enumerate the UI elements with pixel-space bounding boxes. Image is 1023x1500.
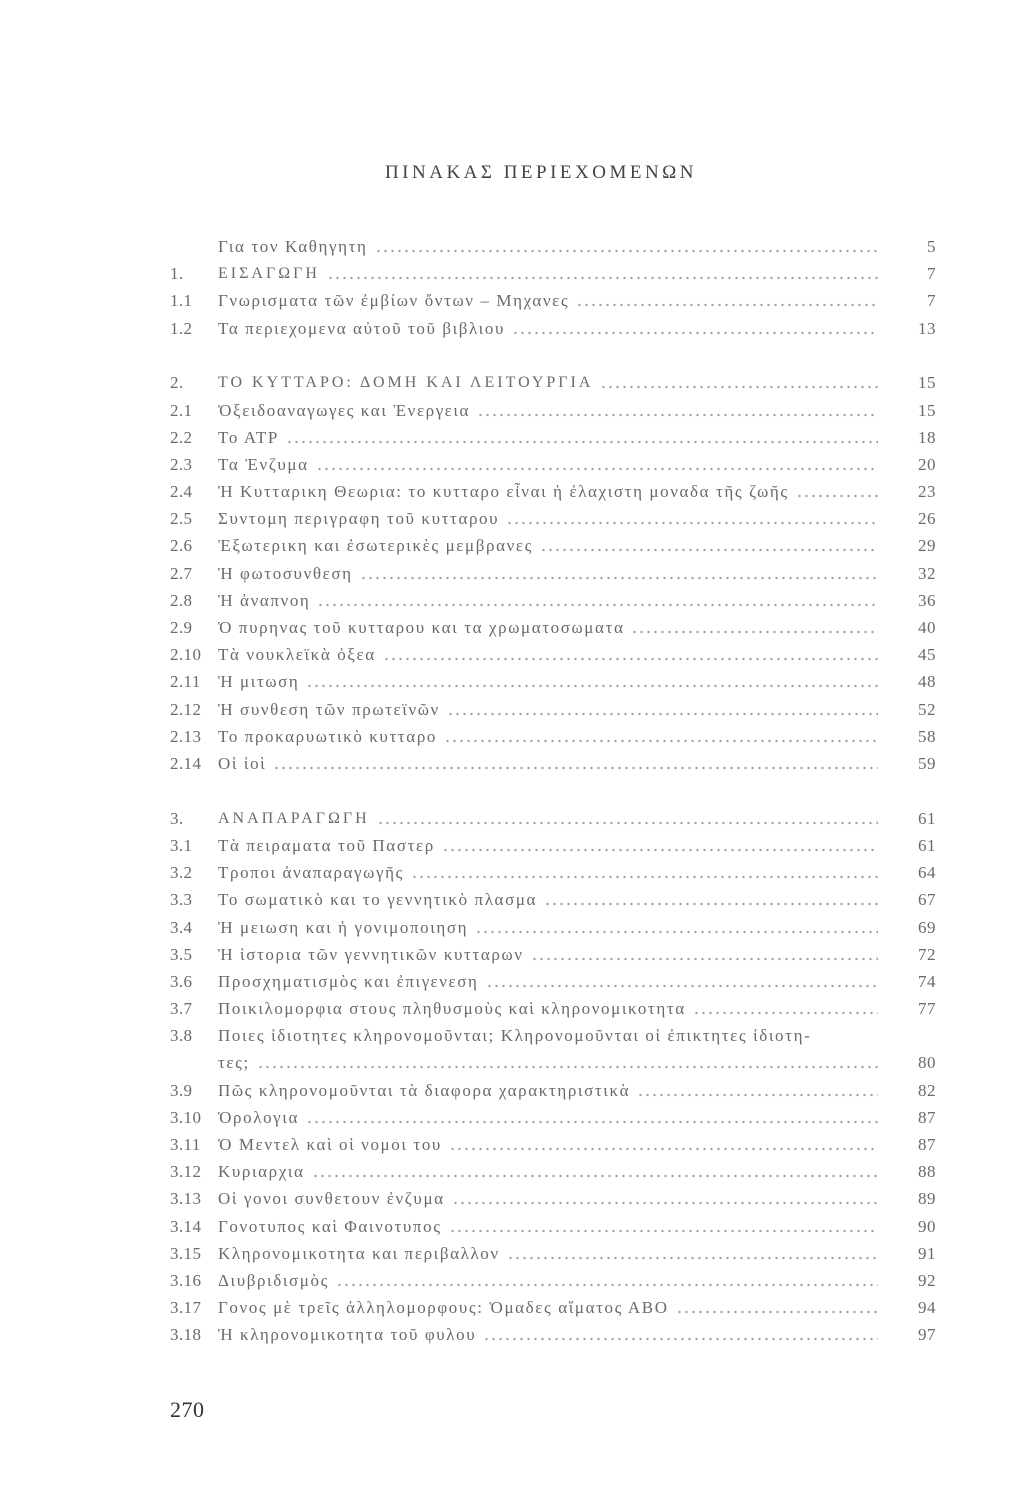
- toc-entry: [170, 1158, 936, 1185]
- entry-page: 88: [918, 1162, 936, 1182]
- dot-leader: [306, 668, 878, 695]
- entry-title: Γονοτυπος καὶ Φαινοτυπος: [218, 1216, 442, 1236]
- toc-entry: [170, 696, 936, 723]
- toc-section: [170, 369, 936, 777]
- entry-title: Ποικιλομορφια στους πληθυσμοὺς καὶ κληρονομικοτητα: [218, 999, 686, 1019]
- toc-entry: [170, 641, 936, 668]
- entry-title: Ὁρολογια: [218, 1107, 299, 1127]
- entry-number: 3.17: [170, 1298, 202, 1318]
- entry-number: 2.12: [170, 699, 202, 719]
- entry-title: Ἡ μειωση και ἡ γονιμοποιηση: [218, 917, 469, 937]
- dot-leader: [544, 886, 878, 913]
- page-number: 270: [170, 1397, 205, 1422]
- dot-leader: [506, 505, 878, 532]
- entry-title: ΕΙΣΑΓΩΓΗ: [218, 265, 320, 283]
- toc-entry: [170, 995, 936, 1022]
- dot-leader: [449, 1131, 878, 1158]
- entry-number: 2.3: [170, 454, 193, 474]
- toc-entry: [170, 886, 936, 913]
- entry-title: Γνωρισματα τῶν ἐμβίων ὄντων – Μηχανες: [218, 291, 570, 311]
- entry-number: 2.1: [170, 400, 193, 420]
- toc: [170, 233, 936, 1349]
- entry-page: 69: [918, 917, 936, 937]
- toc-entry: [170, 287, 936, 314]
- toc-entry: [170, 1131, 936, 1158]
- entry-title: Ἐξωτερικη και ἐσωτερικὲς μεμβρανες: [218, 536, 533, 556]
- dot-leader: [316, 451, 878, 478]
- dot-leader: [676, 1294, 878, 1321]
- toc-entry-continuation: [170, 1049, 936, 1076]
- entry-title: Τα Ἐνζυμα: [218, 454, 309, 474]
- entry-title: Οἱ ἰοὶ: [218, 753, 267, 773]
- dot-leader: [411, 859, 878, 886]
- entry-number: 3.2: [170, 863, 193, 883]
- dot-leader: [477, 397, 878, 424]
- entry-page: 59: [918, 753, 936, 773]
- entry-number: 3.15: [170, 1243, 202, 1263]
- entry-page: 74: [918, 971, 936, 991]
- entry-number: 3.8: [170, 1026, 193, 1046]
- entry-number: 2.6: [170, 536, 193, 556]
- dot-leader: [383, 641, 878, 668]
- dot-leader: [327, 260, 878, 287]
- toc-entry: [170, 941, 936, 968]
- entry-page: 90: [918, 1216, 936, 1236]
- entry-number: 3.3: [170, 890, 193, 910]
- entry-number: 2.2: [170, 427, 193, 447]
- entry-page: 29: [918, 536, 936, 556]
- entry-number: 2.10: [170, 645, 202, 665]
- toc-entry: [170, 1022, 936, 1049]
- dot-leader: [452, 1185, 878, 1212]
- entry-page: 92: [918, 1270, 936, 1290]
- dot-leader: [796, 478, 878, 505]
- entry-page: 7: [927, 291, 936, 311]
- toc-entry: [170, 505, 936, 532]
- entry-page: 23: [918, 482, 936, 502]
- entry-title: Οἱ γονοι συνθετουν ἐνζυμα: [218, 1189, 445, 1209]
- entry-page: 48: [918, 672, 936, 692]
- dot-leader: [531, 941, 878, 968]
- entry-title: Συντομη περιγραφη τοῦ κυτταρου: [218, 509, 500, 529]
- toc-entry: [170, 832, 936, 859]
- entry-number: 3.: [170, 808, 184, 828]
- entry-number: 1.2: [170, 318, 193, 338]
- entry-page: 61: [918, 835, 936, 855]
- entry-number: 2.13: [170, 726, 202, 746]
- toc-entry: [170, 1321, 936, 1348]
- entry-page: 82: [918, 1080, 936, 1100]
- dot-leader: [360, 560, 878, 587]
- toc-entry: [170, 1077, 936, 1104]
- dot-leader: [512, 315, 878, 342]
- entry-title: Ὀξειδοαναγωγες και Ἐνεργεια: [218, 400, 471, 420]
- entry-number: 3.1: [170, 835, 193, 855]
- entry-number: 3.18: [170, 1325, 202, 1345]
- toc-entry: [170, 914, 936, 941]
- entry-number: [170, 233, 218, 260]
- entry-page: 52: [918, 699, 936, 719]
- page-title: ΠΙΝΑΚΑΣ ΠΕΡΙΕΧΟΜΕΝΩΝ: [384, 162, 698, 183]
- toc-entry: [170, 750, 936, 777]
- dot-leader: [486, 968, 878, 995]
- entry-number: 3.14: [170, 1216, 202, 1236]
- entry-page: 80: [918, 1053, 936, 1073]
- entry-title: Διυβριδισμὸς: [218, 1270, 329, 1290]
- toc-section: [170, 805, 936, 1349]
- toc-entry: [170, 560, 936, 587]
- dot-leader: [257, 1049, 878, 1076]
- entry-number: 2.8: [170, 590, 193, 610]
- entry-title: Ἡ φωτοσυνθεση: [218, 563, 353, 583]
- entry-number: 3.7: [170, 999, 193, 1019]
- entry-title-continuation: τες;: [218, 1053, 250, 1073]
- dot-leader: [442, 832, 878, 859]
- entry-title: Ἡ ἀναπνοη: [218, 590, 311, 610]
- dot-leader: [507, 1240, 878, 1267]
- entry-title: Γονος μὲ τρεῖς ἀλληλομορφους: Ὁμαδες αἵματος ΑΒΟ: [218, 1298, 669, 1318]
- entry-title: ΤΟ ΚΥΤΤΑΡΟ: ΔΟΜΗ ΚΑΙ ΛΕΙΤΟΥΡΓΙΑ: [218, 374, 594, 392]
- entry-title: Κυριαρχια: [218, 1162, 305, 1182]
- toc-entry: [170, 859, 936, 886]
- entry-title: Ἡ κληρονομικοτητα τοῦ φυλου: [218, 1325, 477, 1345]
- entry-number: 3.5: [170, 944, 193, 964]
- entry-page: 77: [918, 999, 936, 1019]
- entry-number: 3.13: [170, 1189, 202, 1209]
- entry-page: 61: [918, 808, 936, 828]
- toc-entry: [170, 233, 936, 260]
- entry-number: 2.5: [170, 509, 193, 529]
- entry-title: Τὰ πειραματα τοῦ Παστερ: [218, 835, 435, 855]
- entry-number: 2.4: [170, 482, 193, 502]
- entry-number: 1.1: [170, 291, 193, 311]
- entry-title: Για τον Καθηγητη: [218, 237, 368, 256]
- entry-page: 91: [918, 1243, 936, 1263]
- toc-entry: [170, 614, 936, 641]
- entry-number: 3.10: [170, 1107, 202, 1127]
- entry-title: Τα περιεχομενα αὐτοῦ τοῦ βιβλιου: [218, 318, 505, 338]
- entry-title: Ὁ πυρηνας τοῦ κυτταρου και τα χρωματοσωματα: [218, 618, 625, 638]
- entry-title: Ἡ Κυτταρικη Θεωρια: το κυτταρο εἶναι ἡ ἐλαχιστη μοναδα τῆς ζωῆς: [218, 482, 789, 502]
- entry-title: Ἡ μιτωση: [218, 672, 300, 692]
- toc-entry: [170, 424, 936, 451]
- toc-entry: [170, 723, 936, 750]
- toc-entry: [170, 668, 936, 695]
- dot-leader: [317, 587, 878, 614]
- entry-page: 7: [927, 264, 936, 284]
- entry-number: 2.: [170, 373, 184, 393]
- toc-entry: [170, 532, 936, 559]
- dot-leader: [576, 287, 878, 314]
- toc-entry: [170, 1240, 936, 1267]
- toc-entry: [170, 1185, 936, 1212]
- entry-title: Ποιες ἰδιοτητες κληρονομοῦνται; Κληρονομοῦνται οἱ ἐπικτητες ἰδιοτη-: [218, 1026, 812, 1046]
- entry-number: 3.11: [170, 1135, 201, 1154]
- entry-page: 87: [918, 1107, 936, 1127]
- entry-title: Ὁ Μεντελ καὶ οἱ νομοι του: [218, 1135, 442, 1154]
- entry-page: 18: [918, 427, 936, 447]
- dot-leader: [312, 1158, 878, 1185]
- toc-section: [170, 233, 936, 342]
- entry-page: 20: [918, 454, 936, 474]
- entry-page: 36: [918, 590, 936, 610]
- entry-page: 32: [918, 563, 936, 583]
- entry-title: Πῶς κληρονομοῦνται τὰ διαφορα χαρακτηριστικὰ: [218, 1080, 631, 1100]
- toc-entry: [170, 451, 936, 478]
- toc-entry: [170, 968, 936, 995]
- dot-leader: [444, 723, 878, 750]
- entry-title: Προσχηματισμὸς και ἐπιγενεση: [218, 971, 479, 991]
- entry-number: 2.9: [170, 618, 193, 638]
- entry-page: 13: [918, 318, 936, 338]
- dot-leader: [286, 424, 878, 451]
- entry-title: Κληρονομικοτητα και περιβαλλον: [218, 1243, 500, 1263]
- toc-entry: [170, 369, 936, 396]
- dot-leader: [631, 614, 878, 641]
- toc-entry: [170, 315, 936, 342]
- dot-leader: [306, 1104, 878, 1131]
- entry-page: 72: [918, 944, 936, 964]
- entry-number: 3.16: [170, 1270, 202, 1290]
- entry-page: 26: [918, 509, 936, 529]
- entry-number: 3.4: [170, 917, 193, 937]
- entry-number: 3.6: [170, 971, 193, 991]
- entry-page: 15: [918, 373, 936, 393]
- toc-entry: [170, 1104, 936, 1131]
- entry-title: Ἡ ἱστορια τῶν γεννητικῶν κυτταρων: [218, 944, 524, 964]
- dot-leader: [483, 1321, 878, 1348]
- toc-entry: [170, 587, 936, 614]
- toc-entry: [170, 478, 936, 505]
- dot-leader: [447, 696, 878, 723]
- entry-page: 40: [918, 618, 936, 638]
- entry-number: 1.: [170, 264, 184, 284]
- entry-number: 2.7: [170, 563, 193, 583]
- entry-page: 67: [918, 890, 936, 910]
- entry-number: 3.9: [170, 1080, 193, 1100]
- entry-page: 94: [918, 1298, 936, 1318]
- entry-title: Το ΑΤΡ: [218, 427, 279, 447]
- dot-leader: [273, 750, 878, 777]
- entry-page: 87: [918, 1135, 936, 1154]
- entry-page: 5: [927, 237, 936, 256]
- entry-number: 3.12: [170, 1162, 202, 1182]
- entry-page: 58: [918, 726, 936, 746]
- toc-entry: [170, 1213, 936, 1240]
- dot-leader: [475, 914, 878, 941]
- toc-entry: [170, 1294, 936, 1321]
- entry-page: 97: [918, 1325, 936, 1345]
- entry-title: Το σωματικὸ και το γεννητικὸ πλασμα: [218, 890, 538, 910]
- dot-leader: [449, 1213, 878, 1240]
- toc-entry: [170, 397, 936, 424]
- dot-leader: [375, 233, 878, 260]
- dot-leader: [377, 805, 878, 832]
- entry-title: ΑΝΑΠΑΡΑΓΩΓΗ: [218, 809, 370, 827]
- entry-title: Ἡ συνθεση τῶν πρωτεϊνῶν: [218, 699, 440, 719]
- entry-number-spacer: [170, 1049, 218, 1076]
- entry-page: 45: [918, 645, 936, 665]
- dot-leader: [540, 532, 878, 559]
- dot-leader: [637, 1077, 878, 1104]
- entry-page: 15: [918, 400, 936, 420]
- entry-title: Τὰ νουκλεϊκὰ ὀξεα: [218, 645, 376, 665]
- toc-entry: [170, 260, 936, 287]
- entry-page: 89: [918, 1189, 936, 1209]
- dot-leader: [600, 369, 878, 396]
- entry-title: Το προκαρυωτικὸ κυτταρο: [218, 726, 438, 746]
- entry-title: Τροποι ἀναπαραγωγῆς: [218, 863, 404, 883]
- toc-entry: [170, 805, 936, 832]
- dot-leader: [336, 1267, 878, 1294]
- entry-page: 64: [918, 863, 936, 883]
- entry-number: 2.14: [170, 753, 202, 773]
- toc-entry: [170, 1267, 936, 1294]
- dot-leader: [693, 995, 878, 1022]
- entry-number: 2.11: [170, 672, 201, 692]
